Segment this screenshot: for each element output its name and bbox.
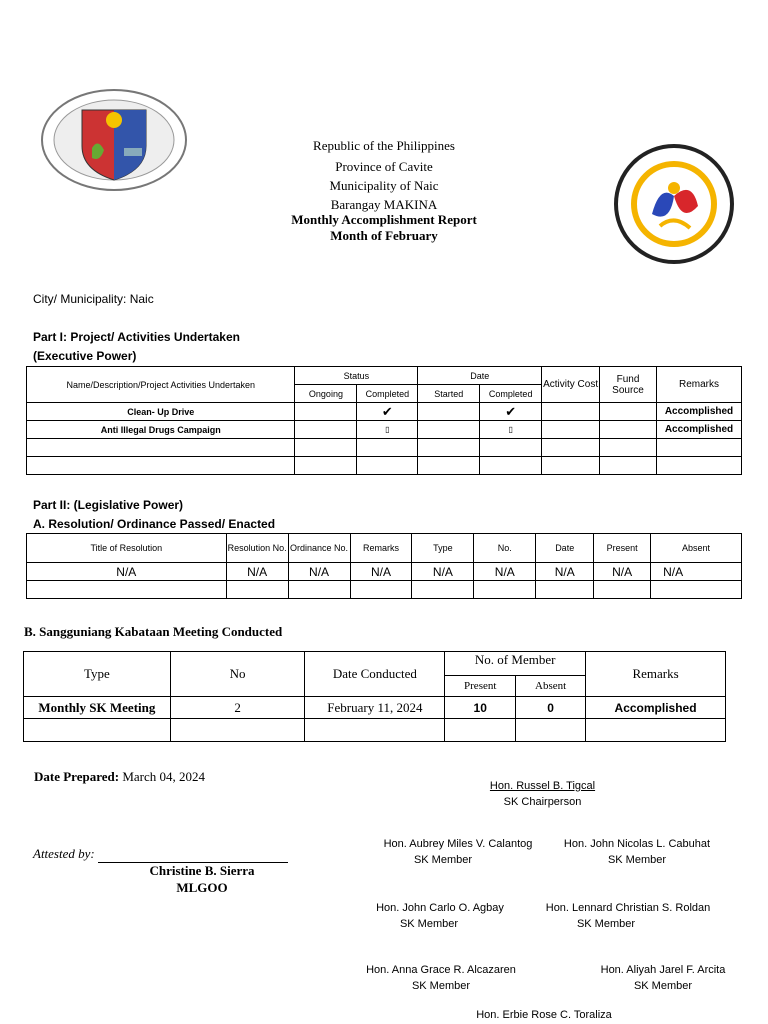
meeting-no: 2 [170,697,305,719]
col-fund-source-header: Fund Source [600,367,657,403]
check-icon: ✔ [480,403,542,421]
ord-no-header: Ordinance No. [288,534,350,563]
member-title: SK Member [633,980,693,992]
col-started-header: Started [418,385,480,403]
activity-remarks: Accomplished [656,403,741,421]
part2-subtitle: A. Resolution/ Ordinance Passed/ Enacted [33,517,276,531]
activity-remarks: Accomplished [656,421,741,439]
cell-value: N/A [350,563,412,581]
member-name: Hon. Aubrey Miles V. Calantog [383,838,533,850]
header-title: Monthly Accomplishment Report [291,212,477,227]
cell-value: N/A [226,563,288,581]
meeting-type: Monthly SK Meeting [24,697,171,719]
col-date-completed-header: Completed [480,385,542,403]
chair-name: Hon. Russel B. Tigcal [489,780,596,792]
col-remarks-header: Remarks [656,367,741,403]
member-name: Hon. Erbie Rose C. Toraliza [476,1009,612,1021]
table-row-empty [27,581,742,599]
res-number-header: No. [474,534,536,563]
cell-value: N/A [412,563,474,581]
present-count: 10 [445,697,516,719]
res-no-header: Resolution No. [226,534,288,563]
absent-count: 0 [516,697,586,719]
member-signatory [552,836,722,868]
box-icon: ▯ [480,421,542,439]
date-prepared-value: March 04, 2024 [122,769,206,784]
check-icon: ✔ [357,403,418,421]
attester [102,862,302,896]
table-row-empty [24,719,726,742]
res-absent-header: Absent [651,534,742,563]
part3-title: B. Sangguniang Kabataan Meeting Conducted [24,624,283,639]
col-date-header: Date [418,367,542,385]
resolution-table [26,533,742,599]
attested-label: Attested by: [33,846,95,861]
member-title: SK Member [411,980,471,992]
member-signatory [466,1007,622,1023]
report-header [0,136,768,246]
header-province: Province of Cavite [335,159,433,174]
member-signatory [370,836,546,868]
table-row [27,563,742,581]
res-date-header: Date [536,534,594,563]
member-name: Hon. Lennard Christian S. Roldan [545,902,711,914]
activity-name: Clean- Up Drive [27,403,295,421]
member-name: Hon. Anna Grace R. Alcazaren [366,964,516,976]
col-completed-header: Completed [357,385,418,403]
absent-header: Absent [516,676,586,697]
cell-value: N/A [536,563,594,581]
header-municipality: Municipality of Naic [329,178,439,193]
col-status-header: Status [295,367,418,385]
table-row [27,403,742,421]
chair-title: SK Chairperson [503,796,582,808]
res-present-header: Present [594,534,651,563]
member-title: SK Member [576,918,636,930]
res-title-header: Title of Resolution [27,534,227,563]
member-name: Hon. John Nicolas L. Cabuhat [563,838,711,850]
member-signatory [536,900,720,932]
res-type-header: Type [412,534,474,563]
meeting-date-header: Date Conducted [305,652,445,697]
col-ongoing-header: Ongoing [295,385,357,403]
table-row-empty [27,439,742,457]
header-country: Republic of the Philippines [313,138,455,153]
box-icon: ▯ [357,421,418,439]
cell-value: N/A [594,563,651,581]
cell-value: N/A [474,563,536,581]
members-header: No. of Member [445,652,586,676]
chair-signatory [470,778,615,810]
activity-name: Anti Illegal Drugs Campaign [27,421,295,439]
date-prepared [34,769,205,785]
present-header: Present [445,676,516,697]
meeting-no-header: No [170,652,305,697]
part1-subtitle: (Executive Power) [33,349,137,363]
meeting-date: February 11, 2024 [305,697,445,719]
member-name: Hon. John Carlo O. Agbay [376,902,504,914]
res-remarks-header: Remarks [350,534,412,563]
table-row [24,697,726,719]
member-signatory [350,962,532,994]
cell-value: N/A [288,563,350,581]
header-month: Month of February [330,228,438,243]
meeting-type-header: Type [24,652,171,697]
table-row-empty [27,457,742,475]
attester-name: Christine B. Sierra [149,863,255,878]
meeting-remarks: Accomplished [586,697,726,719]
activities-table [26,366,742,475]
part2-title: Part II: (Legislative Power) [33,498,184,512]
cell-value: N/A [651,563,742,581]
member-name: Hon. Aliyah Jarel F. Arcita [600,964,726,976]
col-name-header: Name/Description/Project Activities Undertaken [27,367,295,403]
attester-title: MLGOO [176,880,228,895]
cell-value: N/A [27,563,227,581]
meeting-remarks-header: Remarks [586,652,726,697]
meeting-table [23,651,726,742]
col-activity-cost-header: Activity Cost [542,367,600,403]
date-prepared-label: Date Prepared: [34,769,120,784]
member-title: SK Member [607,854,667,866]
member-title: SK Member [413,854,473,866]
part1-title: Part I: Project/ Activities Undertaken [33,330,240,344]
header-barangay: Barangay MAKINA [330,197,438,212]
table-row [27,421,742,439]
member-title: SK Member [399,918,459,930]
attested-by [33,846,288,863]
member-signatory [590,962,736,994]
city-label: City/ Municipality: Naic [33,292,154,306]
signature-line [98,846,288,863]
